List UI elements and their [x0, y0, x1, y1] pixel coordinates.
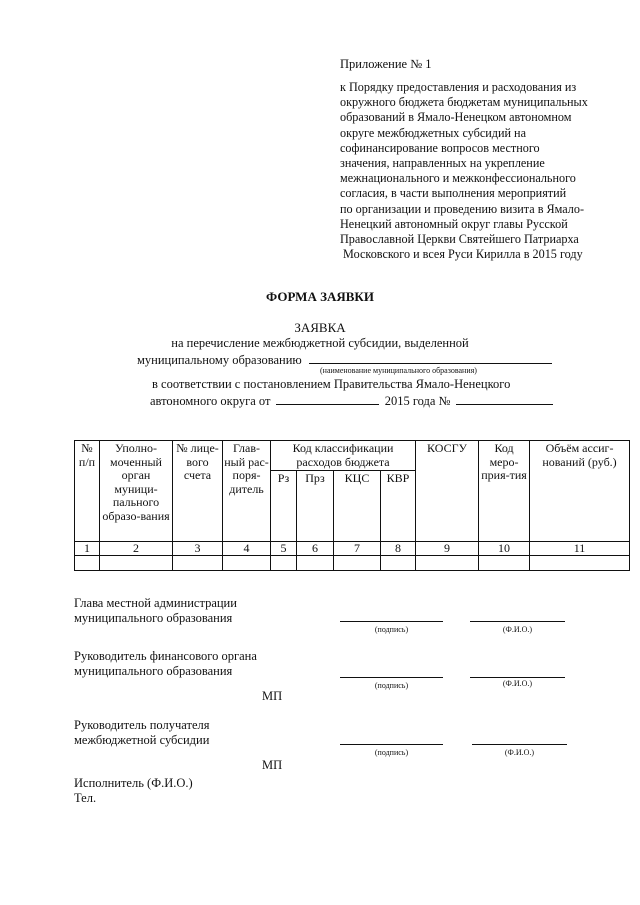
resolution-date-field[interactable] [276, 392, 379, 405]
appendix-title: Приложение № 1 [340, 57, 432, 71]
appendix-line: округе межбюджетных субсидий на [340, 125, 526, 140]
appendix-line: к Порядку предоставления и расходования из [340, 80, 577, 94]
appendix-line: Православной Церкви Святейшего Патриарха [340, 232, 579, 247]
recipient-signature-field[interactable] [340, 744, 443, 745]
column-number: 4 [223, 542, 271, 556]
appendix-line: по организации и проведению визита в Ямало- [340, 201, 585, 216]
table-cell[interactable] [479, 556, 530, 571]
header-volume: Объём ассиг-нований (руб.) [530, 441, 630, 542]
recipient-fio-caption: (Ф.И.О.) [504, 748, 535, 757]
table-cell[interactable] [334, 556, 381, 571]
appendix-line: Ненецкий автономный округ главы Русской [340, 216, 568, 231]
column-number: 7 [334, 542, 381, 556]
appendix-line: софинансирование вопросов местного [340, 140, 540, 155]
stamp-place-2: МП [262, 758, 283, 772]
appendix-text [340, 80, 615, 262]
header-prz: Прз [297, 471, 334, 542]
table-cell[interactable] [381, 556, 416, 571]
municipality-name-field[interactable] [309, 351, 552, 364]
request-line-3: в соответствии с постановлением Правительства Ямало-Ненецкого [152, 377, 511, 391]
table-cell[interactable] [271, 556, 297, 571]
column-number: 2 [100, 542, 173, 556]
finance-head-label [74, 649, 257, 679]
table-row [75, 556, 630, 571]
request-title: ЗАЯВКА [294, 320, 346, 335]
header-num: № п/п [75, 441, 100, 542]
appendix-line: значения, направленных на укрепление [340, 156, 545, 171]
column-number: 9 [416, 542, 479, 556]
resolution-date-label: автономного округа от [150, 394, 271, 408]
head-fio-field[interactable] [470, 621, 565, 622]
column-number: 11 [530, 542, 630, 556]
request-table [74, 440, 630, 571]
recipient-fio-field[interactable] [472, 744, 567, 745]
head-admin-label-line2: муниципального образования [74, 611, 233, 625]
header-kosgu: КОСГУ [416, 441, 479, 542]
appendix-line: Московского и всея Руси Кирилла в 2015 году [340, 247, 583, 262]
table-cell[interactable] [75, 556, 100, 571]
column-number: 5 [271, 542, 297, 556]
table-cell[interactable] [223, 556, 271, 571]
form-title: ФОРМА ЗАЯВКИ [266, 289, 374, 304]
column-number: 1 [75, 542, 100, 556]
table-cell[interactable] [173, 556, 223, 571]
finance-signature-field[interactable] [340, 677, 443, 678]
column-number: 6 [297, 542, 334, 556]
finance-fio-field[interactable] [470, 677, 565, 678]
recipient-signature-caption: (подпись) [374, 748, 409, 757]
head-signature-field[interactable] [340, 621, 443, 622]
table-cell[interactable] [100, 556, 173, 571]
appendix-line: межнационального и межконфессионального [340, 171, 576, 186]
stamp-place-1: МП [262, 689, 283, 703]
resolution-number-field[interactable] [456, 392, 553, 405]
table-cell[interactable] [530, 556, 630, 571]
header-kvr: КВР [381, 471, 416, 542]
head-admin-label-line1: Глава местной администрации [74, 596, 237, 610]
header-account: № лице-вого счета [173, 441, 223, 542]
header-kcs: КЦС [334, 471, 381, 542]
appendix-line: образований в Ямало-Ненецком автономном [340, 110, 572, 125]
recipient-head-label [74, 718, 210, 748]
request-municipality-label: муниципальному образованию [137, 353, 302, 367]
table-cell[interactable] [297, 556, 334, 571]
head-admin-label [74, 596, 237, 626]
finance-fio-caption: (Ф.И.О.) [502, 679, 533, 688]
recipient-head-label-line1: Руководитель получателя [74, 718, 210, 732]
head-fio-caption: (Ф.И.О.) [502, 625, 533, 634]
column-number: 8 [381, 542, 416, 556]
column-number: 10 [479, 542, 530, 556]
request-line-4 [150, 392, 553, 409]
appendix-line: согласия, в части выполнения мероприятий [340, 186, 567, 201]
table-cell[interactable] [416, 556, 479, 571]
head-signature-caption: (подпись) [374, 625, 409, 634]
header-budget-code: Код классификации расходов бюджета [271, 441, 416, 471]
header-organ: Уполно-моченный орган муници-пального образо-вания [100, 441, 173, 542]
header-rz: Рз [271, 471, 297, 542]
executor-label: Исполнитель (Ф.И.О.) [74, 776, 193, 790]
request-line-1: на перечисление межбюджетной субсидии, выделенной [171, 336, 469, 350]
finance-head-label-line1: Руководитель финансового органа [74, 649, 257, 663]
column-number: 3 [173, 542, 223, 556]
header-chief-manager: Глав-ный рас-поря-дитель [223, 441, 271, 542]
recipient-head-label-line2: межбюджетной субсидии [74, 733, 210, 747]
finance-head-label-line2: муниципального образования [74, 664, 233, 678]
finance-signature-caption: (подпись) [374, 681, 409, 690]
appendix-line: окружного бюджета бюджетам муниципальных [340, 95, 588, 110]
municipality-hint: (наименование муниципального образования) [320, 366, 477, 375]
header-event-code: Код меро-прия-тия [479, 441, 530, 542]
resolution-year-label: 2015 года № [384, 394, 451, 408]
phone-label: Тел. [74, 791, 97, 805]
